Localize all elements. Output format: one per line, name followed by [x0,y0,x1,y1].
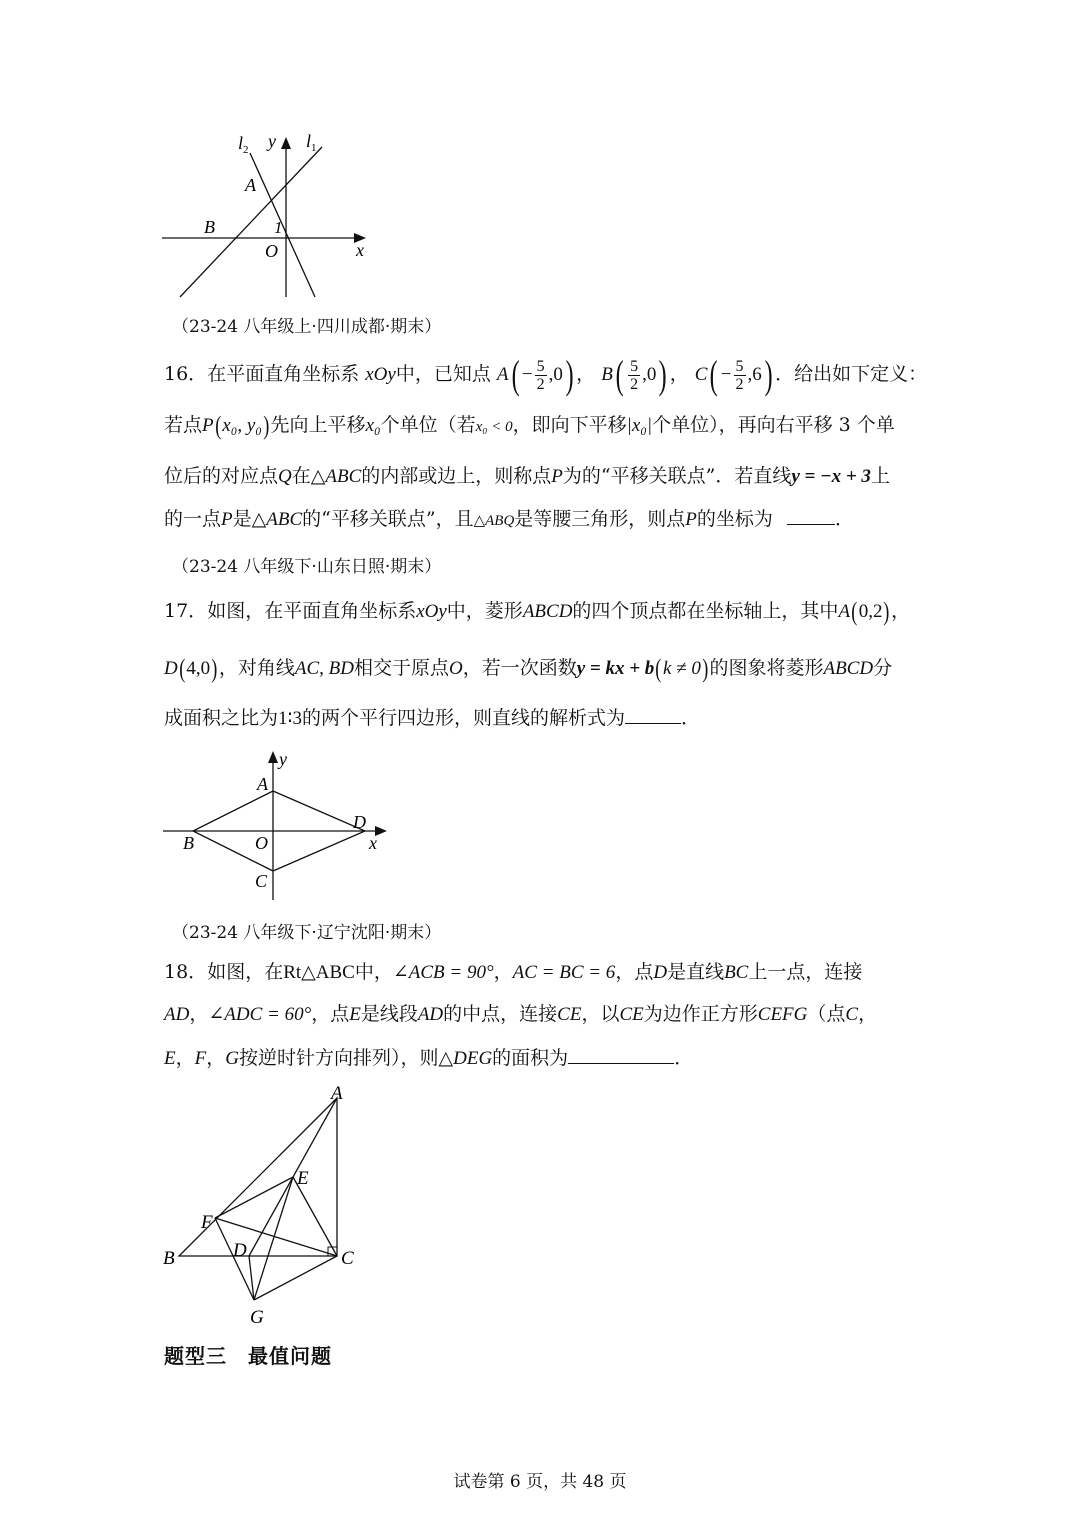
label-C: C [341,1248,354,1269]
segment-eg [254,1177,293,1300]
y-axis-arrow [281,137,291,149]
figure-q17-rhombus [155,745,395,905]
label-y: y [279,749,287,769]
q17-answer-blank[interactable] [625,705,681,724]
label-B: B [163,1248,175,1269]
q16-line2: 若点P(x₀, y₀)先向上平移x₀个单位（若x₀ < 0，即向下平移|x₀|个单位），再向右平移 3 个单 [164,411,895,440]
label-F: F [201,1212,213,1233]
label-C: C [255,871,268,891]
label-l2: $l_2$ [238,133,249,156]
figure-q18-triangle [155,1080,375,1330]
q18-line2: AD，∠ADC = 60°，点E是线段AD的中点，连接CE，以CE为边作正方形CEFG（点C， [164,1003,878,1025]
label-A: A [245,175,256,195]
label-O: O [255,833,268,853]
y-axis-arrow [268,751,278,763]
label-l1: $l_1$ [306,131,317,154]
label-D: D [233,1240,247,1261]
label-A: A [331,1083,343,1104]
label-O: O [265,241,278,261]
q17-line1: 17．如图，在平面直角坐标系xOy中，菱形ABCD的四个顶点都在坐标轴上，其中A(0,2)， [164,597,911,626]
label-one: 1 [274,218,283,237]
label-D: D [353,812,366,832]
line-l1 [180,147,322,297]
q17-line2: D(4,0)，对角线AC, BD相交于原点O，若一次函数y = kx + b(k ≠ 0)的图象将菱形ABCD分 [164,654,893,683]
label-B: B [183,833,194,853]
figure-q15-lines [150,125,380,310]
q17-line3: 成面积之比为1∶3的两个平行四边形，则直线的解析式为 ． [164,707,700,729]
q18-answer-blank[interactable] [568,1045,674,1064]
label-B: B [204,217,215,237]
q16-answer-blank[interactable] [787,506,835,525]
label-x: x [369,833,377,853]
line-l2 [250,153,315,297]
label-G: G [250,1307,264,1328]
section-heading: 题型三 最值问题 [164,1344,332,1368]
q18-line1: 18．如图，在Rt△ABC中，∠ACB = 90°，AC = BC = 6，点D是直线BC上一点，连接 [164,961,863,983]
q17-source: （23-24 八年级下·山东日照·期末） [172,557,442,577]
label-E: E [297,1168,309,1189]
q18-source: （23-24 八年级下·辽宁沈阳·期末） [172,923,442,943]
q16-source: （23-24 八年级上·四川成都·期末） [172,317,442,337]
label-y: y [268,131,276,151]
q16-line4: 的一点P是△ABC的“平移关联点”，且△ABQ是等腰三角形，则点P的坐标为 ． [164,508,854,530]
label-A: A [257,774,268,794]
page-footer: 试卷第 6 页，共 48 页 [453,1472,627,1492]
q16-line1: 16．在平面直角坐标系 xOy中，已知点 A( − $\frac{5}{2}$ ,0) ， B( $\frac{5}{2}$ ,0) ， C( − $\frac{5}{2}$ ,6) ．给出如下定义： [164,352,928,397]
label-x: x [356,240,364,260]
q16-line3: 位后的对应点Q在△ABC的内部或边上，则称点P为的“平移关联点”．若直线y = −x + 3上 [164,465,890,487]
q18-line3: E，F，G按逆时针方向排列），则△DEG的面积为 ． [164,1047,694,1069]
